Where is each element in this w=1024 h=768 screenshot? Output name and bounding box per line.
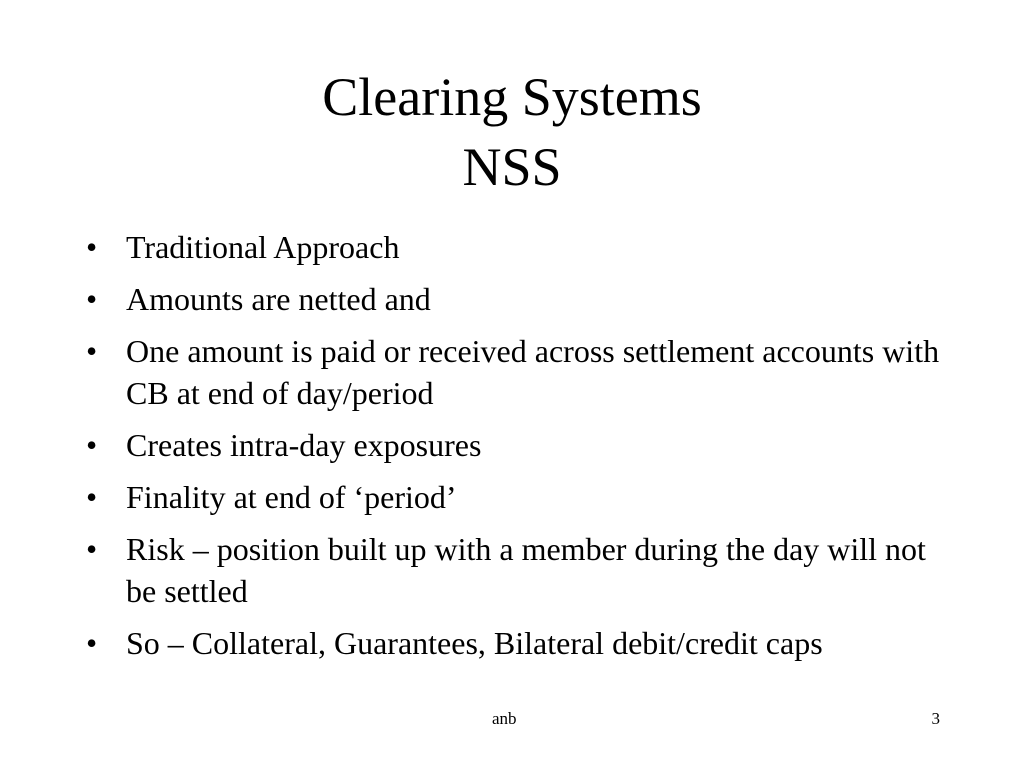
bullet-marker: • [86, 333, 98, 369]
bullet-text: One amount is paid or received across settlement accounts with CB at end of day/period [126, 333, 940, 411]
bullet-item [86, 528, 946, 612]
bullet-text: Risk – position built up with a member during the day will not be settled [126, 531, 926, 609]
bullet-item [86, 330, 946, 414]
bullet-item [86, 226, 946, 268]
slide-title-line-1: Clearing Systems [322, 67, 702, 127]
slide-title [0, 62, 1024, 202]
slide-title-line-2: NSS [462, 137, 562, 197]
bullet-marker: • [86, 229, 98, 265]
bullet-item [86, 476, 946, 518]
slide-number: 3 [931, 709, 940, 728]
bullet-item [86, 622, 946, 664]
bullet-text: Creates intra-day exposures [126, 427, 482, 463]
footer-author: anb [492, 709, 517, 728]
bullet-marker: • [86, 427, 98, 463]
bullet-text: Amounts are netted and [126, 281, 431, 317]
bullet-marker: • [86, 479, 98, 515]
bullet-marker: • [86, 625, 98, 661]
bullet-text: Finality at end of ‘period’ [126, 479, 457, 515]
bullet-item [86, 278, 946, 320]
bullet-marker: • [86, 531, 98, 567]
bullet-text: Traditional Approach [126, 229, 400, 265]
bullet-text: So – Collateral, Guarantees, Bilateral debit/credit caps [126, 625, 823, 661]
bullet-item [86, 424, 946, 466]
bullet-list [86, 226, 946, 674]
bullet-marker: • [86, 281, 98, 317]
